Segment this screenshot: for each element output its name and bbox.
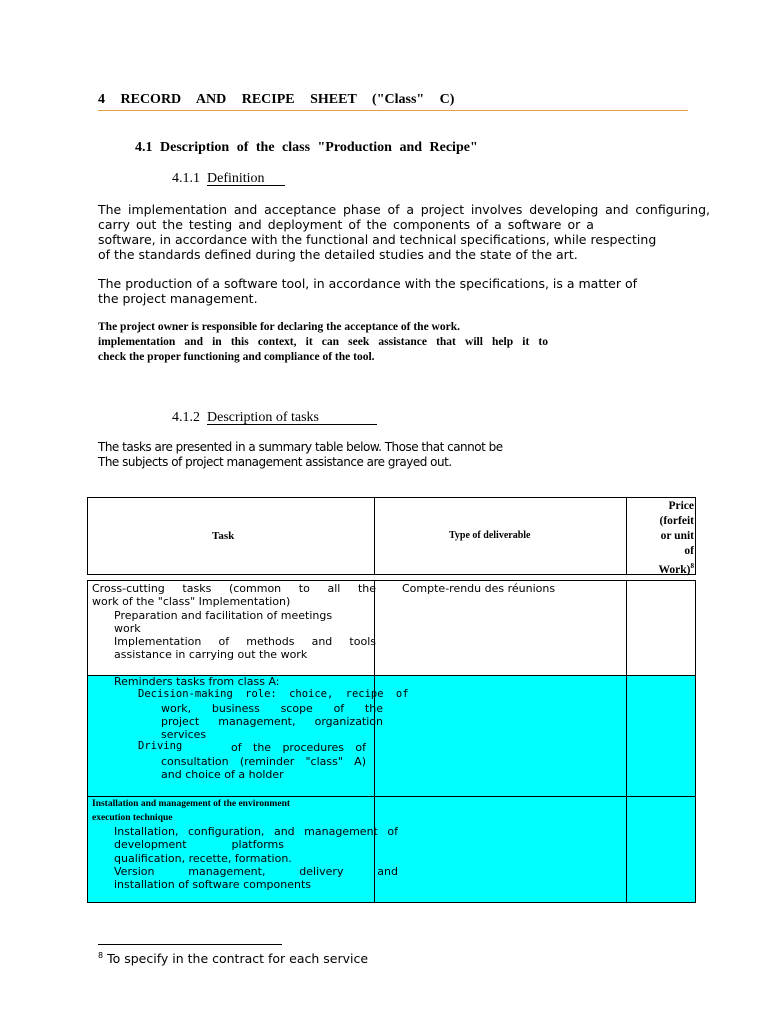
subsection-heading [135, 140, 478, 156]
column-divider [626, 580, 627, 903]
tasks-intro-line: The tasks are presented in a summary table below. Those that cannot be [98, 440, 503, 454]
section-rule [98, 110, 688, 111]
definition-title: Definition [207, 172, 285, 186]
tasks-title: Description of tasks [207, 411, 377, 425]
header-divider [626, 497, 627, 575]
para2-line: The production of a software tool, in accordance with the specifications, is a matter of [98, 276, 637, 291]
row-3-title: Installation and management of the environment execution technique [92, 799, 291, 823]
footnote-text: To specify in the contract for each service [107, 951, 369, 967]
section-heading [98, 92, 454, 108]
footnote-mark: 8 [98, 951, 104, 960]
table-row-1-deliverable: Compte-rendu des réunions [402, 582, 556, 595]
header-price: Price (forfeit or unit of Work)$^8$ [658, 500, 694, 576]
para1-line: The implementation and acceptance phase of a project involves developing and configuring, [98, 202, 710, 217]
tasks-number: 4.1.2 [172, 410, 200, 425]
list-item: Preparation and facilitation of meetings work [114, 608, 333, 635]
footnote [98, 951, 368, 966]
subsection-title: Description of the class "Production and Recipe" [160, 140, 478, 155]
header-divider [374, 497, 375, 575]
table-row-1-task: Cross-cutting tasks (common to all the work of the "class" Implementation) Preparation and facilitation of meetings work Implementation of methods and tools assistance in carrying out the work [92, 582, 376, 662]
list-item: Reminders tasks from class A: [114, 675, 280, 688]
tasks-intro-line: The subjects of project management assistance are grayed out. [98, 455, 452, 469]
section-number: 4 [98, 92, 105, 107]
definition-paragraph-1 [98, 202, 710, 262]
list-item: Implementation of methods and tools assistance in carrying out the work [114, 635, 376, 662]
section-title: RECORD AND RECIPE SHEET ("Class" C) [120, 92, 455, 107]
header-task: Task [212, 530, 235, 542]
para1-line: of the standards defined during the detailed studies and the state of the art. [98, 247, 578, 262]
para3-line: The project owner is responsible for declaring the acceptance of the work. [98, 321, 460, 333]
para2-line: the project management. [98, 291, 258, 306]
definition-paragraph-3 [98, 320, 548, 365]
table-header-row [87, 497, 696, 575]
footnote-ref: 8 [690, 562, 694, 570]
para3-line: check the proper functioning and compliance of the tool. [98, 351, 375, 363]
definition-paragraph-2 [98, 276, 698, 306]
tasks-heading [172, 410, 377, 426]
list-item: Version management, delivery and installation of software components [114, 864, 398, 892]
table-row-3-task [92, 797, 398, 891]
subsection-number: 4.1 [135, 140, 153, 155]
definition-number: 4.1.1 [172, 171, 200, 186]
sub-item-driving: Driving of the procedures of consultation (reminder "class" A) and choice of a holder [138, 740, 366, 782]
para1-line: carry out the testing and deployment of the components of a software or a [98, 217, 594, 232]
definition-heading [172, 171, 285, 187]
sub-item-decision: Decision-making role: choice, recipe of work, business scope of the project management, organization services [138, 688, 409, 742]
header-deliverable: Type of deliverable [449, 530, 531, 541]
para3-line: implementation and in this context, it can seek assistance that will help it to [98, 336, 548, 348]
list-item: Installation, configuration, and management of development platforms qualification, recette, formation. [114, 825, 398, 865]
para1-line: software, in accordance with the functional and technical specifications, while respecting [98, 232, 657, 247]
table-row-2-task [92, 675, 409, 782]
footnote-rule [98, 944, 282, 945]
tasks-intro [98, 440, 528, 470]
